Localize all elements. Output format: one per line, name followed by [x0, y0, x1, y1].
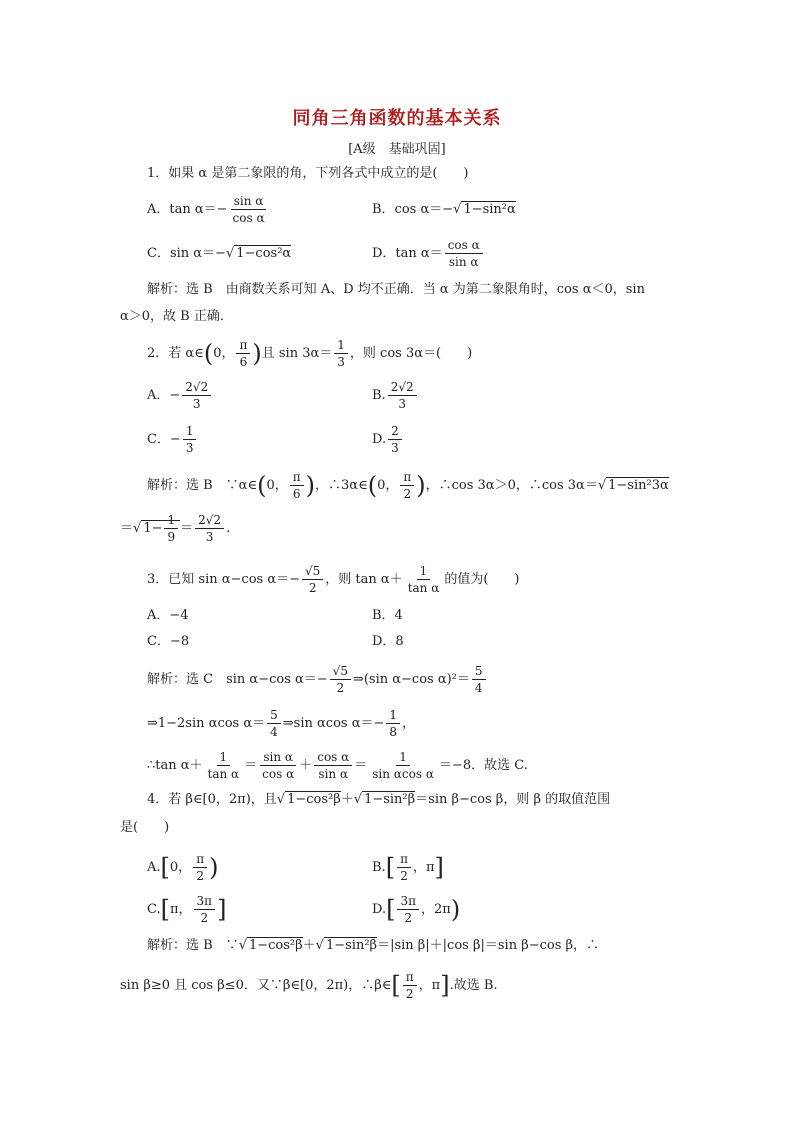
q1-stem: 1．如果 α 是第二象限的角，下列各式中成立的是( ): [147, 166, 469, 181]
q1-option-c: C．sin α＝−√ 1−cos²α: [147, 246, 292, 261]
q3-option-c: C．−8: [147, 634, 190, 649]
q2-solution-line1: 解析：选 B ∵α∈(0， $\frac{\pi}{6}$ )，∴3α∈(0， $\frac{\pi}{2}$ )，∴cos 3α＞0，∴cos 3α＝√ 1−sin²3α: [147, 470, 669, 501]
q4-option-b: B.[ $\frac{\pi}{2}$ ，π]: [372, 852, 444, 883]
q1-solution-line1: 解析：选 B 由商数关系可知 A、D 均不正确．当 α 为第二象限角时，cos α＜0，sin: [147, 282, 645, 297]
q1-option-d: D．tan α＝ $\frac{\text{cos α}}{\text{sin α}}$: [372, 238, 485, 269]
q4-stem-line2: 是( ): [120, 820, 170, 835]
q3-stem: 3．已知 sin α−cos α＝− $\frac{√5}{2}$ ，则 tan α＋ $\frac{1}{\text{tan α}}$ 的值为( ): [147, 564, 520, 595]
q2-stem: 2．若 α∈(0， $\frac{\pi}{6}$ )且 sin 3α＝ $\frac{1}{3}$ ，则 cos 3α＝( ): [147, 338, 473, 369]
q3-solution-line2: ⇒1−2sin αcos α＝ $\frac{5}{4}$ ⇒sin αcos α＝− $\frac{1}{8}$ ，: [147, 708, 416, 739]
q3-solution-line1: 解析：选 C sin α−cos α＝− $\frac{√5}{2}$ ⇒(sin α−cos α)²＝ $\frac{5}{4}$: [147, 664, 488, 695]
q3-option-a: A．−4: [147, 608, 189, 623]
q3-option-b: B．4: [372, 608, 403, 623]
q1-solution-line2: α＞0，故 B 正确．: [120, 309, 233, 324]
q2-option-d: D. $\frac{2}{3}$: [372, 424, 404, 455]
q4-solution-line1: 解析：选 B ∵√ 1−cos²β＋√ 1−sin²β＝|sin β|＋|cos β|＝sin β−cos β，∴: [147, 938, 600, 953]
q3-solution-line3: ∴tan α＋ $\frac{1}{\text{tan α}}$ ＝ $\frac{\text{sin α}}{\text{cos α}}$ ＋ $\frac{\text{cos α}}{\text{sin α}}$ ＝ $\frac{1}{\text{sin αcos α}}$ ＝−8．故选 C.: [147, 750, 528, 781]
q2-solution-line2: ＝√ 1− $\frac{1}{9}$ ＝ $\frac{2√2}{3}$ .: [120, 513, 231, 544]
q2-option-a: A．− $\frac{2√2}{3}$: [147, 380, 213, 411]
q4-option-a: A.[0， $\frac{\pi}{2}$ ): [147, 852, 219, 883]
q4-solution-line2: sin β≥0 且 cos β≤0．又∵β∈[0，2π)，∴β∈[ $\frac{\pi}{2}$ ，π].故选 B.: [120, 970, 498, 1001]
page-title: 同角三角函数的基本关系: [292, 108, 502, 129]
q1-option-b: B．cos α＝−√ 1−sin²α: [372, 202, 516, 217]
q2-option-c: C．− $\frac{1}{3}$: [147, 424, 198, 455]
q2-option-b: B. $\frac{2√2}{3}$: [372, 380, 419, 411]
section-label: [A级 基础巩固]: [348, 142, 446, 157]
q4-stem-line1: 4．若 β∈[0，2π)，且√ 1−cos²β＋√ 1−sin²β＝sin β−cos β，则 β 的取值范围: [147, 792, 611, 807]
q4-option-c: C.[π， $\frac{3\pi}{2}$ ]: [147, 894, 227, 925]
q3-option-d: D．8: [372, 634, 404, 649]
q1-option-a: A．tan α＝− $\frac{\text{sin α}}{\text{cos α}}$: [147, 194, 265, 225]
q4-option-d: D.[ $\frac{3\pi}{2}$ ，2π): [372, 894, 461, 925]
